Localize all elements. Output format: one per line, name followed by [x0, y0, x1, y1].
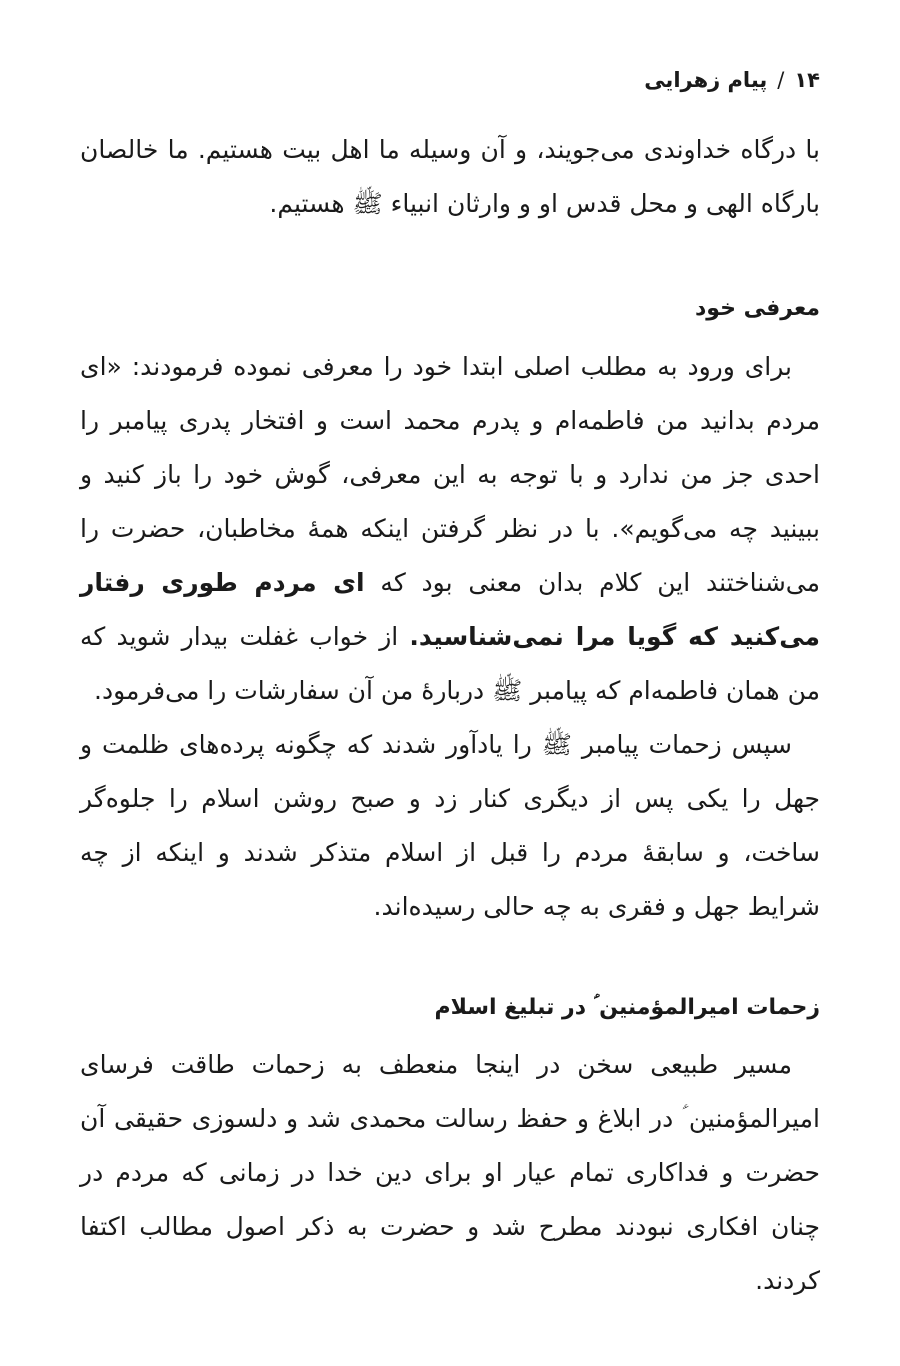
section-heading-amir-efforts: زحمات امیرالمؤمنین ؑ در تبلیغ اسلام [434, 995, 820, 1020]
page-number: ۱۴ [794, 68, 820, 92]
paragraph-self-introduction [80, 340, 820, 718]
paragraph-text-part2: از خواب غفلت بیدار شوید که من همان فاطمه‌ام که پیامبر ﷺ دربارهٔ من آن سفارشات را می‌فرمود. [80, 622, 820, 705]
paragraph-amir-efforts: مسیر طبیعی سخن در اینجا منعطف به زحمات طاقت فرسای امیرالمؤمنین ؑ در ابلاغ و حفظ رسالت محمدی شد و دلسوزی حقیقی آن حضرت و فداکاری تمام عیار او برای دین خدا در زمانی که مردم در چنان افکاری نبودند مطرح شد و حضرت به ذکر اصول مطالب اکتفا کردند. [80, 1050, 820, 1295]
header-separator: / [777, 68, 785, 92]
section1-body [80, 340, 820, 934]
section-heading-self-introduction: معرفی خود [695, 296, 820, 321]
paragraph-prophet-efforts: سپس زحمات پیامبر ﷺ را یادآور شدند که چگونه پرده‌های ظلمت و جهل را یکی پس از دیگری کنار زد و صبح روشن اسلام را جلوه‌گر ساخت، و سابقهٔ مردم را قبل از اسلام متذکر شدند و اینکه از چه شرایط جهل و فقری به چه حالی رسیده‌اند. [80, 730, 820, 921]
book-title: پیام زهرایی [644, 68, 768, 92]
paragraph-text-part1: برای ورود به مطلب اصلی ابتدا خود را معرفی نموده فرمودند: «ای مردم بدانید من فاطمه‌ام و پدرم محمد است و افتخار پدری پیامبر را احدی جز من ندارد و با توجه به این معرفی، گوش خود را باز کنید و ببینید چه می‌گویم». با در نظر گرفتن اینکه همهٔ مخاطبان، حضرت را می‌شناختند این کلام بدان معنی بود که [80, 352, 820, 597]
intro-paragraph: با درگاه خداوندی می‌جویند، و آن وسیله ما اهل بیت هستیم. ما خالصان بارگاه الهی و محل قدس او و وارثان انبیاء ﷺ هستیم. [80, 135, 820, 218]
book-page [80, 0, 820, 1366]
section2-body [80, 1038, 820, 1308]
paragraph-bold-emphasis: ای مردم طوری رفتار می‌کنید که گویا مرا نمی‌شناسید. [80, 568, 820, 651]
running-header [644, 68, 820, 92]
intro-paragraph-block [80, 123, 820, 231]
